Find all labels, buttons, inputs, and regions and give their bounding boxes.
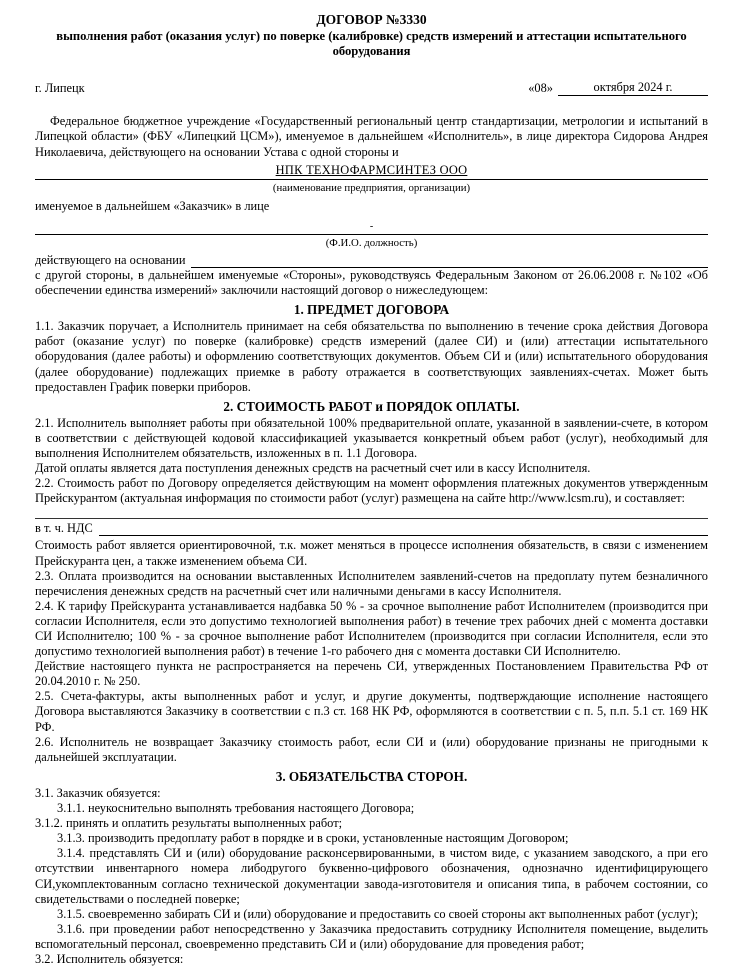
clause-3-1-4: 3.1.4. представлять СИ и (или) оборудование расконсервированными, в чистом виде, с указанием заводского, а при его отсутствии инвентарного номера либодругого буквенно-цифрового обозначения, однозначно идентифицирующего СИ,укомплектованным согласно технической документации завода-изготовителя и описания типа, в рабочем состоянии, со свидетельствами о последней поверке; <box>35 846 708 906</box>
date-field: октября 2024 г. <box>558 80 708 96</box>
clause-3-1-3: 3.1.3. производить предоплату работ в порядке и в сроки, установленные настоящим Договором; <box>57 831 569 846</box>
clause-2-4: 2.4. К тарифу Прейскуранта устанавливается надбавка 50 % - за срочное выполнение работ Исполнителем (производится при согласии Исполнителя, если это допустимо технологией выполнения работ) в течение трех рабочих дней с момента доставки СИ Исполнителю; 100 % - за срочное выполнение работ Исполнителем (производится при согласии Исполнителя, если это допустимо технологией выполнения работ) в течение 1-го рабочего дня с момента доставки СИ Исполнителю. <box>35 598 708 659</box>
clause-parties: с другой стороны, в дальнейшем именуемые «Стороны», руководствуясь Федеральным Законом от 26.06.2008 г. №102 «Об обеспечении единства измерений» заключили настоящий договор о нижеследующем: <box>35 267 708 298</box>
city-date-row <box>35 80 708 96</box>
date-day: «08» <box>528 81 553 96</box>
fio-field: - <box>35 222 708 235</box>
vat-label: в т. ч. НДС <box>35 521 93 536</box>
vat-field <box>99 522 708 536</box>
customer-line: именуемое в дальнейшем «Заказчик» в лице <box>35 198 270 213</box>
clause-2-6: 2.6. Исполнитель не возвращает Заказчику стоимость работ, если СИ и (или) оборудование признаны не пригодными к дальнейшей эксплуатации. <box>35 734 708 764</box>
section-3-heading: 3. ОБЯЗАТЕЛЬСТВА СТОРОН. <box>275 768 468 784</box>
basis-field <box>191 254 708 268</box>
org-name: НПК ТЕХНОФАРМСИНТЕЗ ООО <box>275 162 468 177</box>
basis-label: действующего на основании <box>35 252 186 267</box>
clause-1-1: 1.1. Заказчик поручает, а Исполнитель принимает на себя обязательства по выполнению в течение срока действия Договора работ (оказание услуг) по поверке (калибровке) средств измерений (далее СИ) и (или) аттестации испытательного оборудования (далее работы) и оформлению соответствующих документов. Объем СИ и (или) испытательного оборудования (далее оборудование) подлежащих приемке в работу отражается в соответствующих заявлениях-счетах. Может быть предоставлен График поверки приборов. <box>35 319 708 394</box>
clause-3-1-5: 3.1.5. своевременно забирать СИ и (или) оборудование и предоставить со своей стороны акт выполненных работ (услуг); <box>57 906 699 921</box>
clause-3-1-6: 3.1.6. при проведении работ непосредственно у Заказчика предоставить сотруднику Исполнителя помещение, выделить вспомогательный персонал, своевременно представить СИ и (или) оборудование для проведения работ; <box>35 921 708 951</box>
vat-row <box>35 521 708 536</box>
clause-intro: Федеральное бюджетное учреждение «Государственный региональный центр стандартизации, метрологии и испытаний в Липецкой области» (ФБУ «Липецкий ЦСМ»), именуемое в дальнейшем «Исполнитель», в лице директора Сидорова Андрея Николаевича, действующего на основании Устава с одной стороны и <box>35 114 708 159</box>
clause-2-4-note: Действие настоящего пункта не распространяется на перечень СИ, утвержденных Постановлением Правительства РФ от 20.04.2010 г. № 250. <box>35 659 708 689</box>
org-caption: (наименование предприятия, организации) <box>272 181 471 194</box>
clause-2-1: 2.1. Исполнитель выполняет работы при обязательной 100% предварительной оплате, указанной в заявлении-счете, в котором в соответствии с действующей кодовой классификацией указывается конкретный объем работ (услуг), необходимый для выполнения Исполнителем обязательств, изложенных в п. 1.1 Договора. <box>35 415 708 460</box>
cost-field-rule <box>35 518 708 519</box>
clause-2-2-note: Стоимость работ является ориентировочной, т.к. может меняться в процессе исполнения обязательств, в связи с изменением Прейскуранта цен, а также изменением объема СИ. <box>35 538 708 568</box>
date-group <box>528 80 708 96</box>
city-label: г. Липецк <box>35 81 85 96</box>
clause-2-3: 2.3. Оплата производится на основании выставленных Исполнителем заявлений-счетов на предоплату путем безналичного перечисления денежных средств на расчетный счет или наличными деньгами в кассу Исполнителя. <box>35 568 708 598</box>
document-subtitle: выполнения работ (оказания услуг) по поверке (калибровке) средств измерений и аттестации испытательного оборудования <box>56 29 687 59</box>
clause-2-2: 2.2. Стоимость работ по Договору определяется действующим на момент оформления платежных документов утвержденным Прейскурантом (актуальная информация по стоимости работ (услуг) размещена на сайте http://www.lcsm.ru), и составляет: <box>35 476 708 506</box>
section-1-heading: 1. ПРЕДМЕТ ДОГОВОРА <box>293 302 450 318</box>
clause-3-2: 3.2. Исполнитель обязуется: <box>35 951 184 966</box>
clause-3-1-1: 3.1.1. неукоснительно выполнять требования настоящего Договора; <box>57 801 415 816</box>
org-name-field <box>35 163 708 180</box>
fio-caption: (Ф.И.О. должность) <box>325 236 418 249</box>
section-2-heading: 2. СТОИМОСТЬ РАБОТ и ПОРЯДОК ОПЛАТЫ. <box>223 398 520 414</box>
clause-3-1: 3.1. Заказчик обязуется: <box>35 785 161 800</box>
clause-3-1-2: 3.1.2. принять и оплатить результаты выполненных работ; <box>35 816 343 831</box>
basis-row <box>35 253 708 268</box>
clause-2-5: 2.5. Счета-фактуры, акты выполненных работ и услуг, и другие документы, подтверждающие исполнение настоящего Договора выставляются Заказчику в соответствии с п.3 ст. 168 НК РФ, оформляются в соответствии с п. 5, п.п. 5.1 ст. 169 НК РФ. <box>35 689 708 734</box>
document-title: ДОГОВОР №3330 <box>316 12 427 27</box>
clause-2-1-payment-date: Датой оплаты является дата поступления денежных средств на расчетный счет или в кассу Исполнителя. <box>35 461 591 476</box>
